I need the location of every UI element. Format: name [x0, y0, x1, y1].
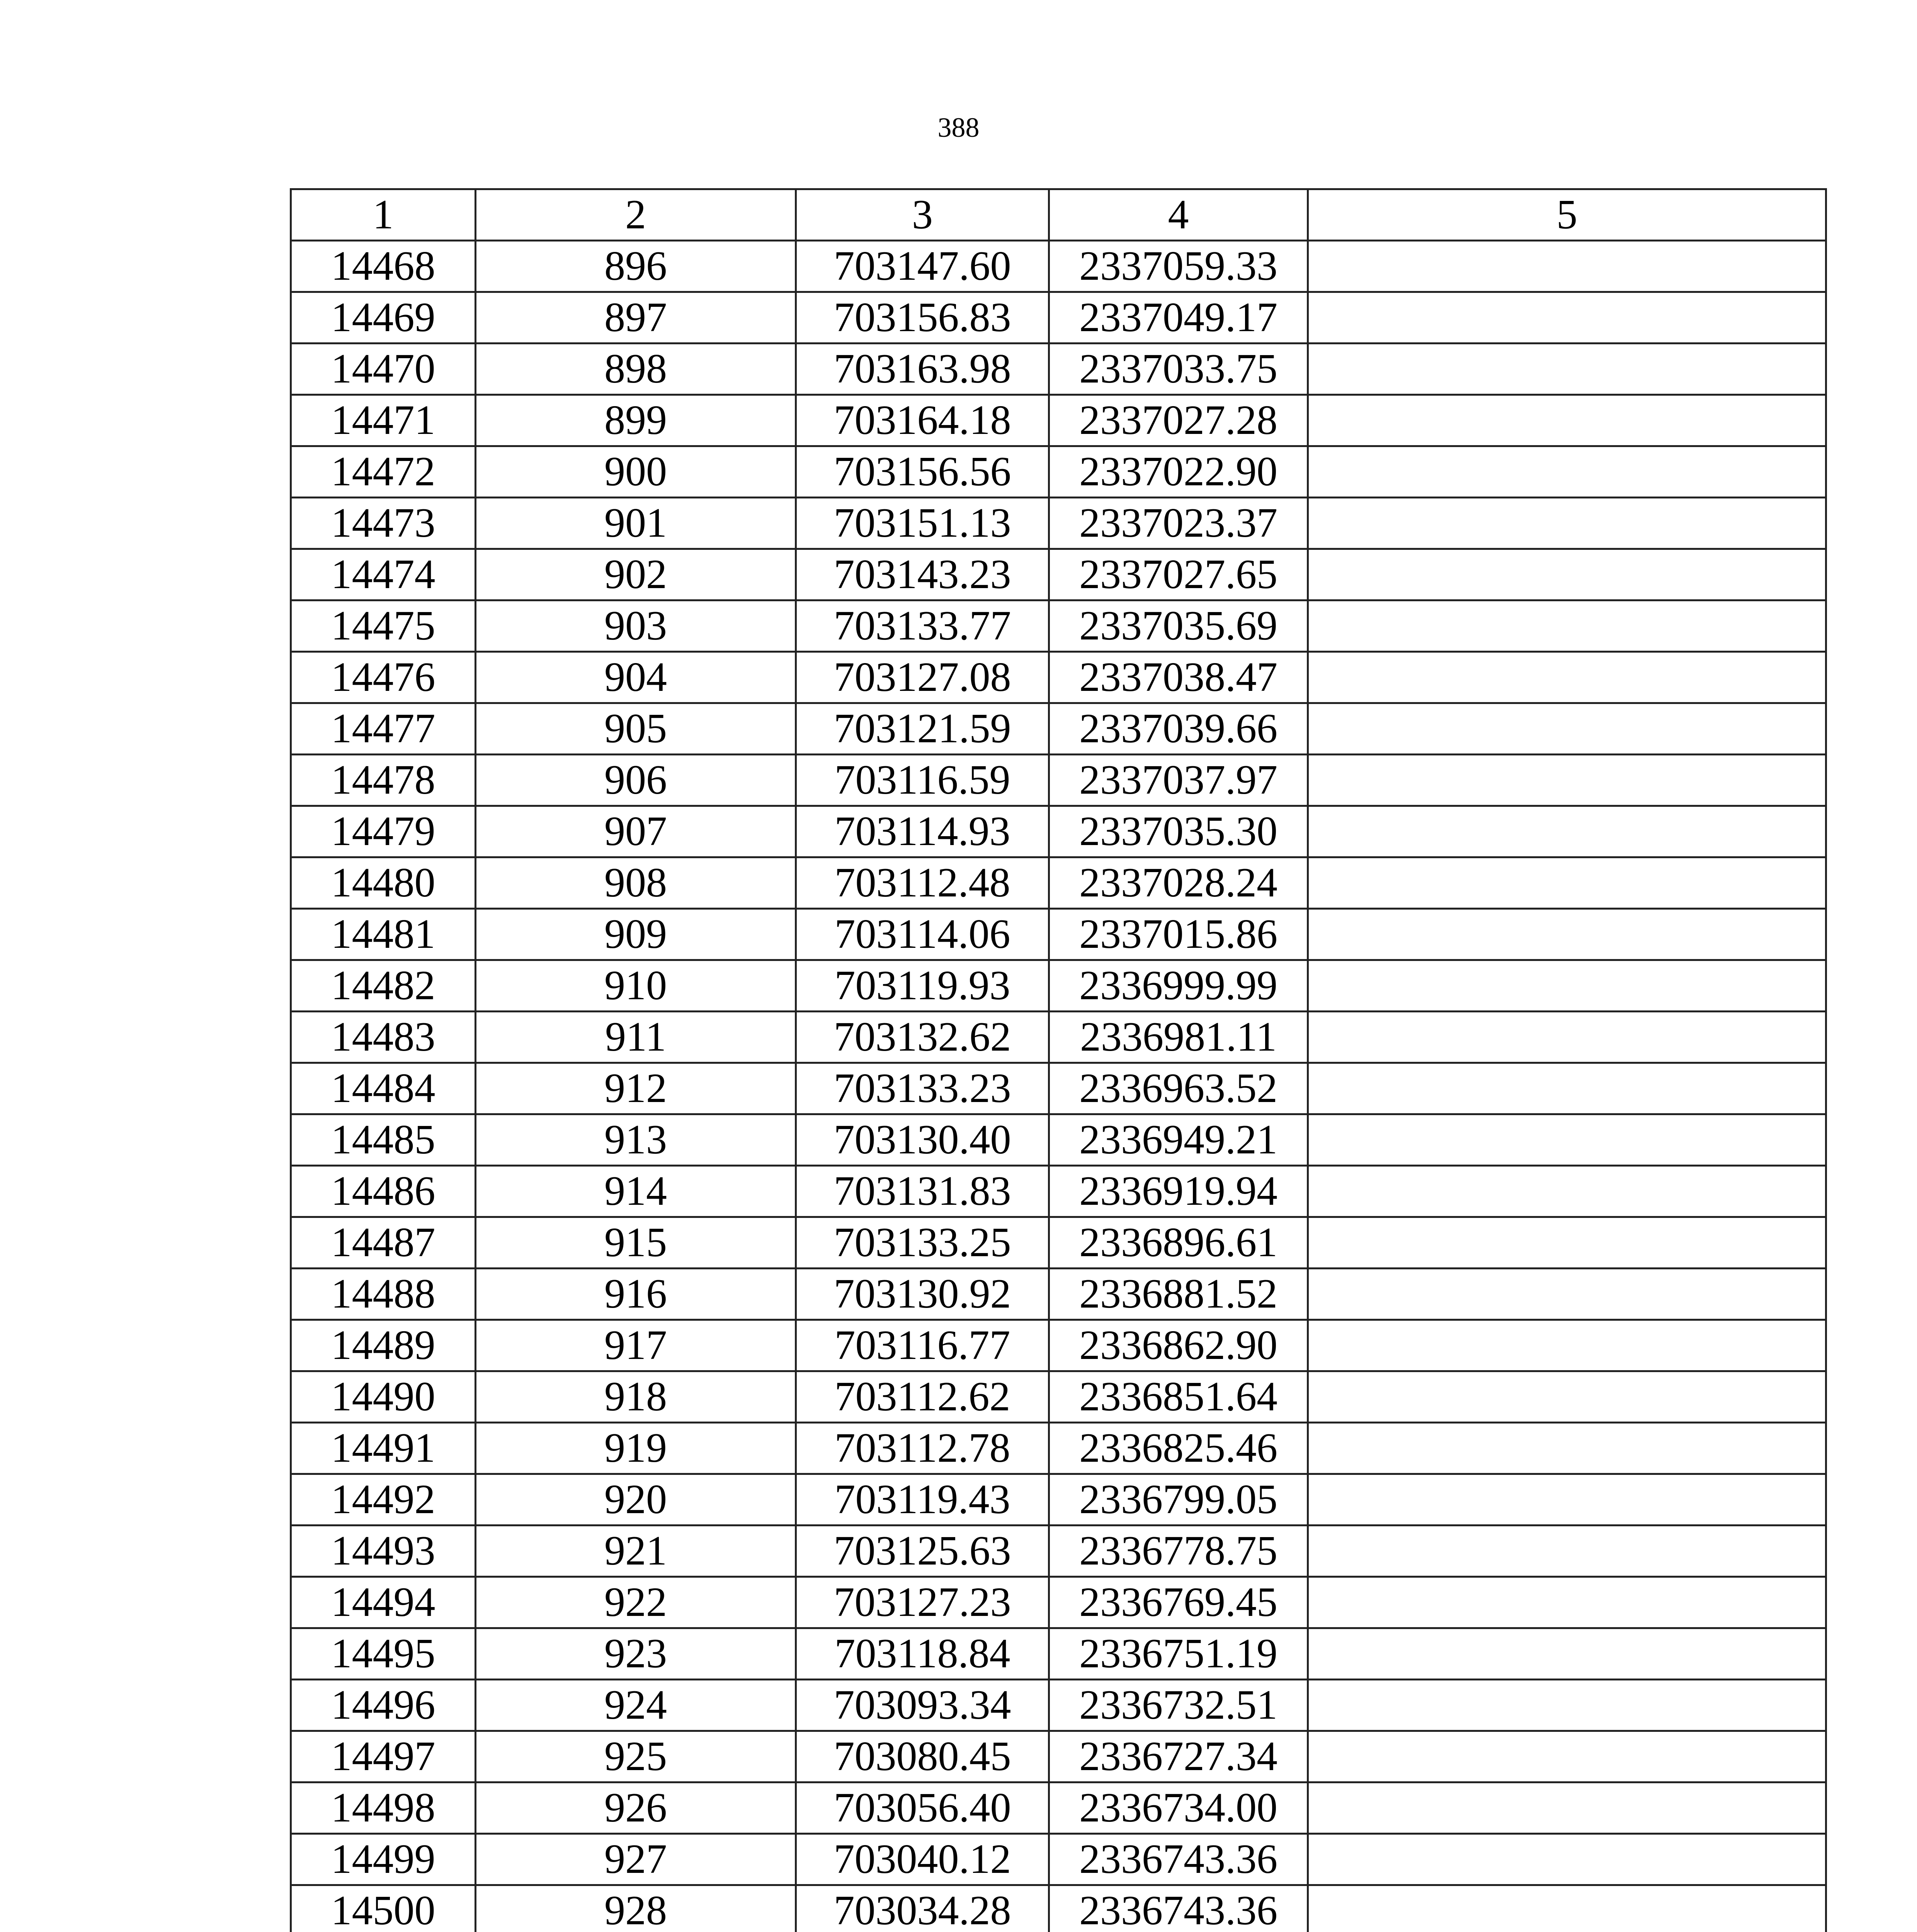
row-index-cell: 14472 [291, 446, 476, 498]
y-coordinate-cell: 2336732.51 [1049, 1680, 1308, 1731]
x-coordinate-cell: 703133.25 [796, 1217, 1049, 1269]
x-coordinate-cell: 703114.93 [796, 806, 1049, 857]
x-coordinate-cell: 703116.77 [796, 1320, 1049, 1371]
row-index-cell: 14499 [291, 1834, 476, 1885]
table-row [291, 703, 1826, 755]
x-coordinate-cell: 703133.23 [796, 1063, 1049, 1114]
point-number-cell: 925 [476, 1731, 796, 1782]
y-coordinate-cell: 2337027.28 [1049, 395, 1308, 446]
table-row [291, 1371, 1826, 1423]
x-coordinate-cell: 703119.93 [796, 960, 1049, 1012]
row-index-cell: 14492 [291, 1474, 476, 1526]
point-number-cell: 918 [476, 1371, 796, 1423]
row-index-cell: 14493 [291, 1526, 476, 1577]
row-index-cell: 14468 [291, 241, 476, 292]
row-index-cell: 14480 [291, 857, 476, 909]
point-number-cell: 902 [476, 549, 796, 600]
row-index-cell: 14483 [291, 1012, 476, 1063]
coordinates-table [290, 188, 1827, 1932]
y-coordinate-cell: 2337035.69 [1049, 600, 1308, 652]
note-cell [1308, 1063, 1826, 1114]
row-index-cell: 14496 [291, 1680, 476, 1731]
point-number-cell: 905 [476, 703, 796, 755]
point-number-cell: 922 [476, 1577, 796, 1628]
row-index-cell: 14484 [291, 1063, 476, 1114]
table-row [291, 344, 1826, 395]
point-number-cell: 908 [476, 857, 796, 909]
column-header-5: 5 [1308, 189, 1826, 241]
note-cell [1308, 1217, 1826, 1269]
column-header-3: 3 [796, 189, 1049, 241]
x-coordinate-cell: 703119.43 [796, 1474, 1049, 1526]
note-cell [1308, 1885, 1826, 1932]
column-header-4: 4 [1049, 189, 1308, 241]
table-row [291, 1885, 1826, 1932]
x-coordinate-cell: 703156.83 [796, 292, 1049, 344]
point-number-cell: 921 [476, 1526, 796, 1577]
y-coordinate-cell: 2337033.75 [1049, 344, 1308, 395]
row-index-cell: 14491 [291, 1423, 476, 1474]
row-index-cell: 14498 [291, 1782, 476, 1834]
note-cell [1308, 909, 1826, 960]
x-coordinate-cell: 703112.62 [796, 1371, 1049, 1423]
point-number-cell: 907 [476, 806, 796, 857]
table-row [291, 395, 1826, 446]
row-index-cell: 14495 [291, 1628, 476, 1680]
point-number-cell: 900 [476, 446, 796, 498]
point-number-cell: 917 [476, 1320, 796, 1371]
point-number-cell: 924 [476, 1680, 796, 1731]
point-number-cell: 920 [476, 1474, 796, 1526]
y-coordinate-cell: 2337028.24 [1049, 857, 1308, 909]
y-coordinate-cell: 2336743.36 [1049, 1885, 1308, 1932]
row-index-cell: 14474 [291, 549, 476, 600]
note-cell [1308, 1731, 1826, 1782]
x-coordinate-cell: 703127.23 [796, 1577, 1049, 1628]
y-coordinate-cell: 2336862.90 [1049, 1320, 1308, 1371]
row-index-cell: 14477 [291, 703, 476, 755]
note-cell [1308, 652, 1826, 703]
note-cell [1308, 241, 1826, 292]
note-cell [1308, 1269, 1826, 1320]
y-coordinate-cell: 2337049.17 [1049, 292, 1308, 344]
row-index-cell: 14479 [291, 806, 476, 857]
note-cell [1308, 1114, 1826, 1166]
x-coordinate-cell: 703040.12 [796, 1834, 1049, 1885]
x-coordinate-cell: 703114.06 [796, 909, 1049, 960]
table-row [291, 1269, 1826, 1320]
x-coordinate-cell: 703164.18 [796, 395, 1049, 446]
point-number-cell: 906 [476, 755, 796, 806]
table-row [291, 806, 1826, 857]
point-number-cell: 912 [476, 1063, 796, 1114]
x-coordinate-cell: 703130.92 [796, 1269, 1049, 1320]
y-coordinate-cell: 2336734.00 [1049, 1782, 1308, 1834]
point-number-cell: 899 [476, 395, 796, 446]
table-row [291, 446, 1826, 498]
y-coordinate-cell: 2336769.45 [1049, 1577, 1308, 1628]
note-cell [1308, 1320, 1826, 1371]
point-number-cell: 904 [476, 652, 796, 703]
x-coordinate-cell: 703131.83 [796, 1166, 1049, 1217]
y-coordinate-cell: 2337023.37 [1049, 498, 1308, 549]
row-index-cell: 14497 [291, 1731, 476, 1782]
x-coordinate-cell: 703118.84 [796, 1628, 1049, 1680]
y-coordinate-cell: 2336825.46 [1049, 1423, 1308, 1474]
note-cell [1308, 498, 1826, 549]
table-row [291, 241, 1826, 292]
note-cell [1308, 1782, 1826, 1834]
point-number-cell: 897 [476, 292, 796, 344]
note-cell [1308, 1166, 1826, 1217]
table-row [291, 1217, 1826, 1269]
note-cell [1308, 806, 1826, 857]
y-coordinate-cell: 2336778.75 [1049, 1526, 1308, 1577]
point-number-cell: 919 [476, 1423, 796, 1474]
row-index-cell: 14482 [291, 960, 476, 1012]
y-coordinate-cell: 2337037.97 [1049, 755, 1308, 806]
y-coordinate-cell: 2337039.66 [1049, 703, 1308, 755]
column-header-1: 1 [291, 189, 476, 241]
y-coordinate-cell: 2337027.65 [1049, 549, 1308, 600]
y-coordinate-cell: 2336919.94 [1049, 1166, 1308, 1217]
table-body [291, 241, 1826, 1932]
point-number-cell: 914 [476, 1166, 796, 1217]
x-coordinate-cell: 703056.40 [796, 1782, 1049, 1834]
y-coordinate-cell: 2337015.86 [1049, 909, 1308, 960]
table-row [291, 1166, 1826, 1217]
point-number-cell: 913 [476, 1114, 796, 1166]
row-index-cell: 14470 [291, 344, 476, 395]
note-cell [1308, 1012, 1826, 1063]
table-row [291, 600, 1826, 652]
point-number-cell: 898 [476, 344, 796, 395]
x-coordinate-cell: 703112.78 [796, 1423, 1049, 1474]
x-coordinate-cell: 703133.77 [796, 600, 1049, 652]
point-number-cell: 928 [476, 1885, 796, 1932]
note-cell [1308, 1526, 1826, 1577]
row-index-cell: 14490 [291, 1371, 476, 1423]
y-coordinate-cell: 2336999.99 [1049, 960, 1308, 1012]
table-row [291, 1012, 1826, 1063]
table-row [291, 1474, 1826, 1526]
note-cell [1308, 1680, 1826, 1731]
table-row [291, 1320, 1826, 1371]
y-coordinate-cell: 2336851.64 [1049, 1371, 1308, 1423]
row-index-cell: 14487 [291, 1217, 476, 1269]
x-coordinate-cell: 703112.48 [796, 857, 1049, 909]
x-coordinate-cell: 703130.40 [796, 1114, 1049, 1166]
table-row [291, 549, 1826, 600]
table-row [291, 857, 1826, 909]
table-row [291, 1423, 1826, 1474]
table-row [291, 1731, 1826, 1782]
table-row [291, 1782, 1826, 1834]
note-cell [1308, 1371, 1826, 1423]
table-row [291, 1526, 1826, 1577]
y-coordinate-cell: 2336751.19 [1049, 1628, 1308, 1680]
y-coordinate-cell: 2336981.11 [1049, 1012, 1308, 1063]
x-coordinate-cell: 703127.08 [796, 652, 1049, 703]
point-number-cell: 910 [476, 960, 796, 1012]
x-coordinate-cell: 703151.13 [796, 498, 1049, 549]
row-index-cell: 14481 [291, 909, 476, 960]
note-cell [1308, 755, 1826, 806]
point-number-cell: 926 [476, 1782, 796, 1834]
table-row [291, 1577, 1826, 1628]
table-row [291, 1628, 1826, 1680]
x-coordinate-cell: 703125.63 [796, 1526, 1049, 1577]
y-coordinate-cell: 2337038.47 [1049, 652, 1308, 703]
note-cell [1308, 292, 1826, 344]
note-cell [1308, 446, 1826, 498]
column-header-2: 2 [476, 189, 796, 241]
y-coordinate-cell: 2336799.05 [1049, 1474, 1308, 1526]
note-cell [1308, 960, 1826, 1012]
table-row [291, 1114, 1826, 1166]
y-coordinate-cell: 2336727.34 [1049, 1731, 1308, 1782]
row-index-cell: 14476 [291, 652, 476, 703]
y-coordinate-cell: 2337035.30 [1049, 806, 1308, 857]
y-coordinate-cell: 2336963.52 [1049, 1063, 1308, 1114]
note-cell [1308, 857, 1826, 909]
table-row [291, 960, 1826, 1012]
table-row [291, 652, 1826, 703]
row-index-cell: 14488 [291, 1269, 476, 1320]
row-index-cell: 14485 [291, 1114, 476, 1166]
row-index-cell: 14475 [291, 600, 476, 652]
note-cell [1308, 1423, 1826, 1474]
table-header-row [291, 189, 1826, 241]
note-cell [1308, 395, 1826, 446]
table-row [291, 498, 1826, 549]
x-coordinate-cell: 703116.59 [796, 755, 1049, 806]
note-cell [1308, 344, 1826, 395]
table-row [291, 1834, 1826, 1885]
note-cell [1308, 1577, 1826, 1628]
x-coordinate-cell: 703080.45 [796, 1731, 1049, 1782]
note-cell [1308, 1628, 1826, 1680]
y-coordinate-cell: 2336896.61 [1049, 1217, 1308, 1269]
point-number-cell: 927 [476, 1834, 796, 1885]
point-number-cell: 909 [476, 909, 796, 960]
point-number-cell: 903 [476, 600, 796, 652]
page-number: 388 [937, 112, 980, 143]
x-coordinate-cell: 703163.98 [796, 344, 1049, 395]
note-cell [1308, 600, 1826, 652]
point-number-cell: 896 [476, 241, 796, 292]
row-index-cell: 14473 [291, 498, 476, 549]
table-row [291, 292, 1826, 344]
table-row [291, 1680, 1826, 1731]
x-coordinate-cell: 703143.23 [796, 549, 1049, 600]
note-cell [1308, 1834, 1826, 1885]
y-coordinate-cell: 2337059.33 [1049, 241, 1308, 292]
x-coordinate-cell: 703034.28 [796, 1885, 1049, 1932]
table-row [291, 755, 1826, 806]
note-cell [1308, 1474, 1826, 1526]
x-coordinate-cell: 703121.59 [796, 703, 1049, 755]
x-coordinate-cell: 703132.62 [796, 1012, 1049, 1063]
note-cell [1308, 549, 1826, 600]
row-index-cell: 14500 [291, 1885, 476, 1932]
point-number-cell: 911 [476, 1012, 796, 1063]
y-coordinate-cell: 2336881.52 [1049, 1269, 1308, 1320]
x-coordinate-cell: 703147.60 [796, 241, 1049, 292]
row-index-cell: 14469 [291, 292, 476, 344]
x-coordinate-cell: 703156.56 [796, 446, 1049, 498]
y-coordinate-cell: 2336949.21 [1049, 1114, 1308, 1166]
point-number-cell: 915 [476, 1217, 796, 1269]
x-coordinate-cell: 703093.34 [796, 1680, 1049, 1731]
row-index-cell: 14486 [291, 1166, 476, 1217]
row-index-cell: 14494 [291, 1577, 476, 1628]
y-coordinate-cell: 2337022.90 [1049, 446, 1308, 498]
row-index-cell: 14478 [291, 755, 476, 806]
table-row [291, 909, 1826, 960]
point-number-cell: 923 [476, 1628, 796, 1680]
point-number-cell: 916 [476, 1269, 796, 1320]
row-index-cell: 14471 [291, 395, 476, 446]
point-number-cell: 901 [476, 498, 796, 549]
table-row [291, 1063, 1826, 1114]
y-coordinate-cell: 2336743.36 [1049, 1834, 1308, 1885]
note-cell [1308, 703, 1826, 755]
row-index-cell: 14489 [291, 1320, 476, 1371]
